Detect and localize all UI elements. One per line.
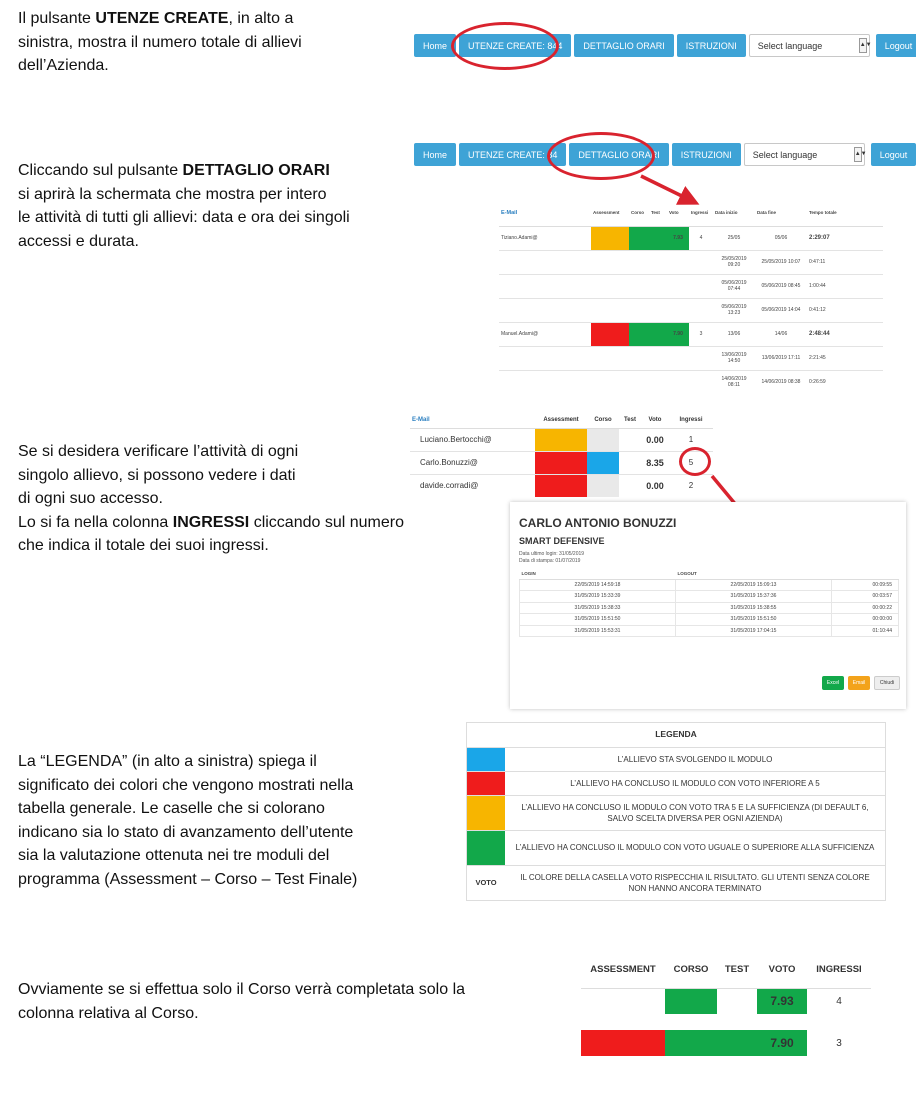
col-header: VOTO: [757, 952, 807, 988]
paragraph-dettaglio: [18, 159, 350, 253]
col-header: CORSO: [665, 952, 717, 988]
table-row: [499, 226, 883, 250]
col-header: LOGIN: [520, 568, 676, 579]
corso-cell: [587, 474, 619, 497]
tempo-totale-cell: 0:47:11: [807, 250, 883, 274]
legend-table: [466, 722, 886, 901]
bold-text: INGRESSI: [172, 513, 250, 531]
text-line: significato dei colori che vengono mostrati nella: [18, 776, 354, 794]
assessment-cell: [591, 298, 629, 322]
data-fine-cell: 14/06/2019 08:38: [755, 370, 807, 394]
col-header: [832, 568, 899, 579]
duration-cell: 00:00:00: [832, 614, 899, 626]
text-line: accessi e durata.: [18, 232, 139, 250]
ingressi-cell[interactable]: [689, 346, 713, 370]
login-cell: 31/05/2019 15:38:33: [520, 602, 676, 614]
ingressi-cell[interactable]: [689, 370, 713, 394]
ingressi-cell[interactable]: [689, 274, 713, 298]
language-select-label: Select language: [752, 149, 818, 160]
legend-swatch: [467, 747, 505, 771]
text: Cliccando sul pulsante: [18, 162, 183, 179]
data-inizio-cell: 05/06/2019 13:23: [713, 298, 755, 322]
email-cell: [499, 274, 591, 298]
voto-cell: [667, 370, 689, 394]
tempo-totale-cell: 2:21:45: [807, 346, 883, 370]
text-line: che indica il totale dei suoi ingressi.: [18, 537, 269, 554]
table-row: [499, 274, 883, 298]
assessment-cell: [535, 451, 587, 474]
language-select[interactable]: [749, 34, 870, 57]
test-cell: [717, 988, 757, 1022]
data-inizio-cell: 13/06: [713, 322, 755, 346]
corso-cell: [665, 1022, 717, 1056]
table-row: [499, 370, 883, 394]
table-row: [499, 298, 883, 322]
data-fine-cell: 05/06/2019 14:04: [755, 298, 807, 322]
legend-row: [467, 747, 885, 771]
data-fine-cell: 05/06: [755, 226, 807, 250]
col-header: Corso: [629, 200, 649, 226]
text-line: indicano sia lo stato di avanzamento dell’utente: [18, 823, 354, 841]
email-cell: [499, 298, 591, 322]
login-cell: 22/05/2019 14:59:18: [520, 579, 676, 591]
duration-cell: 01:10:44: [832, 625, 899, 637]
legend-row: [467, 771, 885, 795]
col-header: Voto: [641, 412, 669, 428]
test-cell: [649, 346, 667, 370]
email-button[interactable]: Email: [848, 676, 870, 690]
duration-cell: 00:09:55: [832, 579, 899, 591]
logout-button[interactable]: Logout: [876, 34, 916, 57]
legend-text: L’ALLIEVO HA CONCLUSO IL MODULO CON VOTO TRA 5 E LA SUFFICIENZA (DI DEFAULT 6, SALVO SCELTA DIVERSA PER OGNI AZIENDA): [505, 795, 885, 830]
arrow-icon: [641, 176, 690, 200]
language-select-label: Select language: [757, 40, 823, 51]
text-line: dell’Azienda.: [18, 57, 109, 74]
email-cell: Manuel.Adami@: [499, 322, 591, 346]
table-row: [410, 451, 713, 474]
voto-cell: [667, 274, 689, 298]
dettaglio-orari-button[interactable]: DETTAGLIO ORARI: [569, 143, 668, 166]
legend-row: [467, 795, 885, 830]
logout-cell: 31/05/2019 17:04:15: [676, 625, 832, 637]
col-header: Data fine: [755, 200, 807, 226]
ingressi-cell[interactable]: 3: [689, 322, 713, 346]
assessment-cell: [535, 474, 587, 497]
col-header: Test: [649, 200, 667, 226]
test-cell: [649, 298, 667, 322]
test-cell: [649, 250, 667, 274]
text-line: Se si desidera verificare l’attività di ogni: [18, 443, 299, 460]
data-fine-cell: 25/05/2019 10:07: [755, 250, 807, 274]
text-line: La “LEGENDA” (in alto a sinistra) spiega il: [18, 753, 317, 770]
text-line: di ogni suo accesso.: [18, 490, 163, 507]
test-cell: [717, 1022, 757, 1056]
ingressi-cell[interactable]: 3: [807, 1022, 871, 1056]
test-cell: [649, 226, 667, 250]
table-row: [499, 322, 883, 346]
text: cliccando sul numero: [249, 513, 404, 531]
corso-cell: [665, 988, 717, 1022]
text: , in alto a: [228, 10, 294, 27]
voto-cell: 7.93: [757, 988, 807, 1022]
legend-swatch: [467, 795, 505, 830]
bold-text: UTENZE CREATE: [95, 10, 229, 27]
assessment-cell: [591, 370, 629, 394]
test-cell: [649, 274, 667, 298]
test-cell: [649, 370, 667, 394]
col-header: Test: [619, 412, 641, 428]
tempo-totale-cell: 0:41:12: [807, 298, 883, 322]
detail-dialog: [510, 502, 906, 709]
access-table: [519, 568, 899, 637]
logout-button[interactable]: Logout: [871, 143, 916, 166]
orari-table: [499, 200, 883, 394]
voto-cell: 8.35: [641, 451, 669, 474]
email-cell: Luciano.Bertocchi@: [410, 428, 535, 451]
assessment-cell: [581, 988, 665, 1022]
text-line: sia la valutazione ottenuta nei tre moduli del: [18, 847, 330, 864]
text-line: sinistra, mostra il numero totale di allievi: [18, 33, 302, 51]
home-button[interactable]: Home: [414, 34, 456, 57]
paragraph-legenda: [18, 750, 357, 891]
corso-cell: [629, 370, 649, 394]
allievi-table: [410, 412, 713, 497]
last-login: Data ultimo login: 31/05/2019: [519, 551, 585, 557]
paragraph-utenze: [18, 7, 302, 78]
corso-cell: [629, 226, 649, 250]
paragraph-ingressi: [18, 440, 404, 558]
login-cell: 31/05/2019 15:51:50: [520, 614, 676, 626]
legend-text: L’ALLIEVO HA CONCLUSO IL MODULO CON VOTO UGUALE O SUPERIORE ALLA SUFFICIENZA: [505, 830, 885, 865]
col-header: INGRESSI: [807, 952, 871, 988]
assessment-cell: [535, 428, 587, 451]
voto-cell: 0.00: [641, 474, 669, 497]
highlight-oval: [451, 22, 559, 70]
logout-cell: 31/05/2019 15:38:55: [676, 602, 832, 614]
student-name: CARLO ANTONIO BONUZZI: [519, 516, 677, 530]
paragraph-corso: [18, 978, 465, 1025]
corso-table: [581, 952, 871, 1056]
ingressi-cell[interactable]: 1: [669, 428, 713, 451]
tempo-totale-cell: 0:26:59: [807, 370, 883, 394]
corso-cell: [587, 451, 619, 474]
bold-text: DETTAGLIO ORARI: [182, 162, 330, 179]
email-cell: [499, 346, 591, 370]
data-inizio-cell: 25/05: [713, 226, 755, 250]
data-inizio-cell: 05/06/2019 07:44: [713, 274, 755, 298]
voto-cell: 7.93: [667, 226, 689, 250]
test-cell: [619, 474, 641, 497]
legend-text: L’ALLIEVO STA SVOLGENDO IL MODULO: [505, 747, 885, 771]
table-row: [499, 250, 883, 274]
logout-cell: 22/05/2019 15:09:13: [676, 579, 832, 591]
select-caret-icon: ▲▼: [854, 147, 862, 162]
table-row: [520, 614, 899, 626]
home-button[interactable]: Home: [414, 143, 456, 166]
ingressi-cell[interactable]: [689, 250, 713, 274]
col-header: Data inizio: [713, 200, 755, 226]
email-cell: [499, 250, 591, 274]
voto-cell: [667, 250, 689, 274]
legend-swatch: [467, 830, 505, 865]
table-row: [410, 474, 713, 497]
select-caret-icon: ▲▼: [859, 38, 867, 53]
col-header: Ingressi: [669, 412, 713, 428]
tempo-totale-cell: 2:29:07: [807, 226, 883, 250]
table-row: [520, 579, 899, 591]
text: Il pulsante: [18, 10, 96, 27]
assessment-cell: [591, 250, 629, 274]
excel-button[interactable]: Excel: [822, 676, 844, 690]
col-header: E-Mail: [410, 412, 535, 428]
text-line: tabella generale. Le caselle che si colorano: [18, 800, 325, 817]
logout-cell: 31/05/2019 15:37:36: [676, 591, 832, 603]
voto-cell: 7.90: [757, 1022, 807, 1056]
highlight-oval: [547, 132, 655, 180]
data-inizio-cell: 25/05/2019 09:20: [713, 250, 755, 274]
col-header: LOGOUT: [676, 568, 832, 579]
legend-text: L’ALLIEVO HA CONCLUSO IL MODULO CON VOTO INFERIORE A 5: [505, 771, 885, 795]
col-header: Ingressi: [689, 200, 713, 226]
data-fine-cell: 05/06/2019 08:45: [755, 274, 807, 298]
text: Lo si fa nella colonna: [18, 513, 173, 531]
voto-cell: 7.90: [667, 322, 689, 346]
corso-cell: [629, 274, 649, 298]
legend-swatch: [467, 771, 505, 795]
print-date: Data di stampa: 01/07/2019: [519, 558, 581, 564]
corso-cell: [587, 428, 619, 451]
data-inizio-cell: 13/06/2019 14:50: [713, 346, 755, 370]
table-row: [520, 602, 899, 614]
text-line: colonna relativa al Corso.: [18, 1004, 199, 1022]
table-row: [499, 346, 883, 370]
duration-cell: 00:00:22: [832, 602, 899, 614]
assessment-cell: [591, 274, 629, 298]
course-name: SMART DEFENSIVE: [519, 536, 605, 546]
table-row: [520, 591, 899, 603]
text-line: programma (Assessment – Corso – Test Finale): [18, 870, 358, 888]
logout-cell: 31/05/2019 15:51:50: [676, 614, 832, 626]
test-cell: [619, 428, 641, 451]
col-header: TEST: [717, 952, 757, 988]
ingressi-cell[interactable]: 4: [689, 226, 713, 250]
assessment-cell: [591, 322, 629, 346]
ingressi-cell[interactable]: [689, 298, 713, 322]
legend-row: [467, 865, 885, 900]
data-fine-cell: 13/06/2019 17:11: [755, 346, 807, 370]
test-cell: [649, 322, 667, 346]
col-header: Assessment: [535, 412, 587, 428]
tempo-totale-cell: 2:48:44: [807, 322, 883, 346]
voto-cell: [667, 346, 689, 370]
data-inizio-cell: 14/06/2019 08:11: [713, 370, 755, 394]
utenze-create-button[interactable]: UTENZE CREATE: 84: [459, 143, 566, 166]
corso-cell: [629, 250, 649, 274]
text-line: le attività di tutti gli allievi: data e ora dei singoli: [18, 209, 350, 226]
ingressi-cell[interactable]: 2: [669, 474, 713, 497]
duration-cell: 00:03:57: [832, 591, 899, 603]
assessment-cell: [591, 226, 629, 250]
table-row: [410, 428, 713, 451]
email-cell: Carlo.Bonuzzi@: [410, 451, 535, 474]
dettaglio-orari-button[interactable]: DETTAGLIO ORARI: [574, 34, 673, 57]
text-line: singolo allievo, si possono vedere i dati: [18, 466, 296, 484]
col-header: Tempo totale: [807, 200, 883, 226]
table-row: [520, 625, 899, 637]
col-header: E-Mail: [499, 200, 591, 226]
voto-cell: 0.00: [641, 428, 669, 451]
email-cell: davide.corradi@: [410, 474, 535, 497]
table-row: [581, 1022, 871, 1056]
login-cell: 31/05/2019 15:53:31: [520, 625, 676, 637]
highlight-oval: [679, 447, 711, 476]
col-header: Assessment: [591, 200, 629, 226]
legend-swatch: VOTO: [467, 865, 505, 900]
legend-title: LEGENDA: [655, 729, 697, 740]
corso-cell: [629, 322, 649, 346]
data-fine-cell: 14/06: [755, 322, 807, 346]
assessment-cell: [591, 346, 629, 370]
test-cell: [619, 451, 641, 474]
col-header: ASSESSMENT: [581, 952, 665, 988]
istruzioni-button[interactable]: ISTRUZIONI: [672, 143, 741, 166]
legend-text: IL COLORE DELLA CASELLA VOTO RISPECCHIA IL RISULTATO. GLI UTENTI SENZA COLORE NON HANNO ANCORA TERMINATO: [505, 865, 885, 900]
navbar-2: [414, 143, 916, 166]
legend-row: [467, 830, 885, 865]
corso-cell: [629, 346, 649, 370]
tempo-totale-cell: 1:00:44: [807, 274, 883, 298]
corso-cell: [629, 298, 649, 322]
ingressi-cell[interactable]: 4: [807, 988, 871, 1022]
login-cell: 31/05/2019 15:33:39: [520, 591, 676, 603]
language-select[interactable]: [744, 143, 865, 166]
col-header: Voto: [667, 200, 689, 226]
utenze-create-button[interactable]: UTENZE CREATE: 844: [459, 34, 571, 57]
voto-cell: [667, 298, 689, 322]
email-cell: Tiziano.Adami@: [499, 226, 591, 250]
text-line: Ovviamente se si effettua solo il Corso verrà completata solo la: [18, 981, 466, 998]
email-cell: [499, 370, 591, 394]
col-header: Corso: [587, 412, 619, 428]
text-line: si aprirà la schermata che mostra per intero: [18, 185, 327, 203]
table-row: [581, 988, 871, 1022]
istruzioni-button[interactable]: ISTRUZIONI: [677, 34, 746, 57]
assessment-cell: [581, 1022, 665, 1056]
ingressi-cell[interactable]: 5: [669, 451, 713, 474]
chiudi-button[interactable]: Chiudi: [874, 676, 900, 690]
